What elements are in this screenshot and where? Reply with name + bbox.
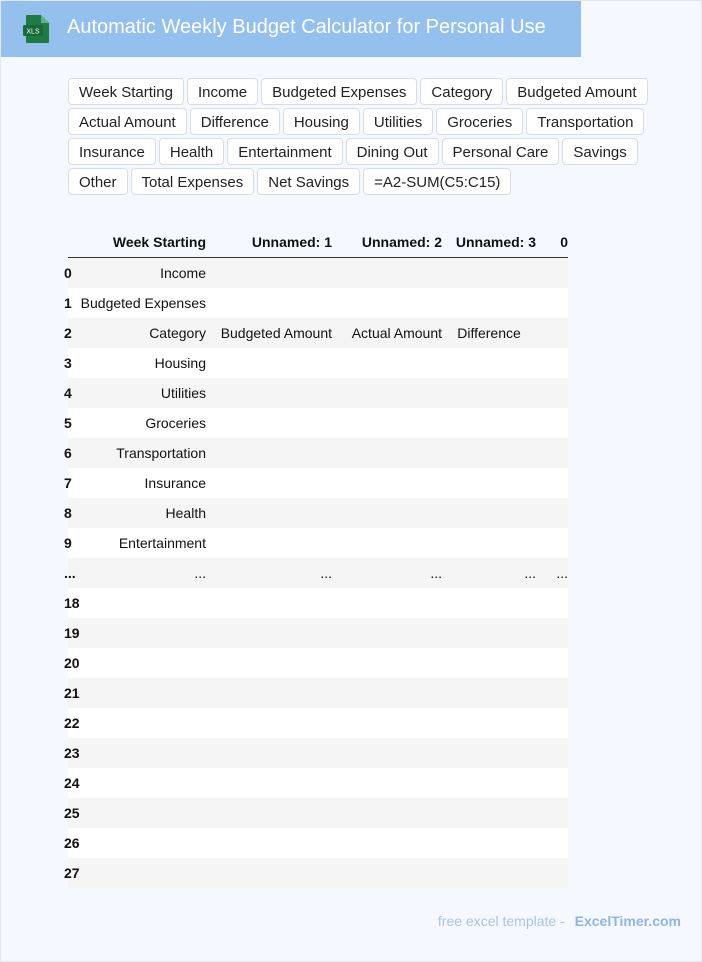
table-cell xyxy=(76,678,212,708)
row-index: 8 xyxy=(64,505,72,521)
table-cell: Entertainment xyxy=(76,528,212,558)
table-cell xyxy=(64,498,76,528)
table-cell xyxy=(64,558,76,588)
table-row xyxy=(68,438,568,468)
table-cell xyxy=(76,588,212,618)
table-cell xyxy=(442,798,536,828)
table-cell xyxy=(536,798,568,828)
table-cell xyxy=(212,408,338,438)
tag-chip[interactable]: Actual Amount xyxy=(68,108,187,135)
table-cell xyxy=(338,258,442,289)
table-cell xyxy=(536,318,568,348)
table-cell: Category xyxy=(76,318,212,348)
table-cell xyxy=(64,288,76,318)
table-cell xyxy=(212,678,338,708)
table-cell xyxy=(442,348,536,378)
table-cell xyxy=(76,618,212,648)
column-header xyxy=(68,226,76,258)
table-cell xyxy=(64,678,80,708)
row-index: 27 xyxy=(64,865,80,881)
table-cell xyxy=(76,768,212,798)
table-cell xyxy=(64,648,80,678)
table-row xyxy=(68,468,568,498)
table-cell xyxy=(338,738,442,768)
tag-chip[interactable]: Budgeted Amount xyxy=(506,78,647,105)
table-cell xyxy=(338,858,442,888)
table-cell: Actual Amount xyxy=(338,318,442,348)
table-cell xyxy=(76,648,212,678)
table-row xyxy=(68,678,568,708)
table-row xyxy=(68,558,568,588)
table-cell xyxy=(64,378,76,408)
table-row xyxy=(68,618,568,648)
table-row xyxy=(68,708,568,738)
table-cell xyxy=(442,858,536,888)
table-cell xyxy=(212,258,338,289)
table-cell xyxy=(442,588,536,618)
table-cell xyxy=(536,648,568,678)
table-cell xyxy=(536,858,568,888)
table-row xyxy=(68,648,568,678)
tag-chip[interactable]: Housing xyxy=(283,108,360,135)
table-cell xyxy=(64,618,80,648)
table-cell xyxy=(536,708,568,738)
tag-chip[interactable]: Utilities xyxy=(363,108,433,135)
column-header: Unnamed: 3 xyxy=(442,226,536,258)
table-cell xyxy=(442,438,536,468)
row-index: 18 xyxy=(64,595,80,611)
table-cell xyxy=(536,768,568,798)
table-cell xyxy=(212,288,338,318)
table-cell: Housing xyxy=(76,348,212,378)
table-cell: Difference xyxy=(442,318,536,348)
column-header: Unnamed: 2 xyxy=(338,226,442,258)
table-cell xyxy=(338,588,442,618)
row-index: 22 xyxy=(64,715,80,731)
table-cell xyxy=(212,498,338,528)
row-index: 21 xyxy=(64,685,80,701)
table-cell xyxy=(536,408,568,438)
table-cell xyxy=(338,348,442,378)
table-cell xyxy=(338,498,442,528)
tag-chip[interactable]: =A2-SUM(C5:C15) xyxy=(363,168,511,195)
tag-chip[interactable]: Category xyxy=(420,78,503,105)
table-row xyxy=(68,348,568,378)
table-cell xyxy=(64,438,76,468)
row-index: ... xyxy=(64,565,76,581)
tag-chip[interactable]: Groceries xyxy=(436,108,523,135)
table-cell xyxy=(212,588,338,618)
footer xyxy=(438,913,681,929)
table-body xyxy=(64,258,568,889)
table-cell xyxy=(338,648,442,678)
table-cell xyxy=(64,258,76,289)
table-cell xyxy=(536,498,568,528)
table-cell xyxy=(212,828,338,858)
row-index: 2 xyxy=(64,325,72,341)
table-cell xyxy=(64,468,76,498)
table-cell: ... xyxy=(212,558,338,588)
table-cell xyxy=(536,258,568,289)
tag-chip[interactable]: Budgeted Expenses xyxy=(261,78,417,105)
table-cell xyxy=(442,258,536,289)
table-cell xyxy=(338,708,442,738)
row-index: 20 xyxy=(64,655,80,671)
table-cell xyxy=(536,618,568,648)
tag-chip[interactable]: Other xyxy=(68,168,128,195)
table-row xyxy=(68,828,568,858)
table-cell: ... xyxy=(536,558,568,588)
table-cell xyxy=(442,648,536,678)
table-cell xyxy=(338,528,442,558)
table-cell xyxy=(212,768,338,798)
table-cell xyxy=(442,288,536,318)
column-header: Unnamed: 1 xyxy=(212,226,338,258)
table-cell xyxy=(442,828,536,858)
row-index: 19 xyxy=(64,625,80,641)
footer-text: free excel template - xyxy=(437,913,565,929)
table-cell xyxy=(212,468,338,498)
table-cell xyxy=(442,618,536,648)
row-index: 23 xyxy=(64,745,80,761)
table-cell xyxy=(212,378,338,408)
row-index: 7 xyxy=(64,475,72,491)
table-cell xyxy=(338,468,442,498)
table-row xyxy=(68,258,568,289)
row-index: 6 xyxy=(64,445,72,461)
tag-chip[interactable]: Week Starting xyxy=(68,78,184,105)
row-index: 5 xyxy=(64,415,72,431)
row-index: 9 xyxy=(64,535,72,551)
table-cell: ... xyxy=(76,558,212,588)
table-cell xyxy=(536,678,568,708)
table-cell xyxy=(64,768,80,798)
row-index: 25 xyxy=(64,805,80,821)
logo-label: XLS xyxy=(26,28,40,36)
table-cell xyxy=(338,618,442,648)
table-cell xyxy=(338,408,442,438)
table-cell xyxy=(338,288,442,318)
table-cell: Health xyxy=(76,498,212,528)
table-cell xyxy=(442,768,536,798)
table-cell: ... xyxy=(338,558,442,588)
table-row xyxy=(68,858,568,888)
table-cell xyxy=(338,768,442,798)
keyword-tags xyxy=(68,78,698,195)
tag-chip[interactable]: Savings xyxy=(562,138,637,165)
table-row xyxy=(68,798,568,828)
tag-chip[interactable]: Health xyxy=(159,138,224,165)
table-cell xyxy=(76,738,212,768)
table-cell xyxy=(76,708,212,738)
table-cell xyxy=(536,828,568,858)
table-cell xyxy=(338,828,442,858)
table-row xyxy=(68,318,568,348)
table-cell: Budgeted Amount xyxy=(212,318,338,348)
table-cell xyxy=(64,738,80,768)
table-header-row xyxy=(68,226,568,258)
page-title: Automatic Weekly Budget Calculator for Personal Use xyxy=(67,16,546,38)
table-cell xyxy=(212,618,338,648)
table-cell xyxy=(442,468,536,498)
table-cell xyxy=(64,318,76,348)
table-row xyxy=(68,738,568,768)
excel-file-icon xyxy=(23,14,51,44)
table-cell xyxy=(212,708,338,738)
table-row xyxy=(68,498,568,528)
row-index: 1 xyxy=(64,295,72,311)
table-row xyxy=(68,408,568,438)
table-cell xyxy=(64,528,76,558)
table-cell xyxy=(338,378,442,408)
table-cell xyxy=(338,678,442,708)
table-cell: Budgeted Expenses xyxy=(76,288,212,318)
table-cell xyxy=(536,438,568,468)
table-cell xyxy=(64,408,76,438)
table-cell xyxy=(536,738,568,768)
row-index: 3 xyxy=(64,355,72,371)
table-cell xyxy=(212,738,338,768)
table-cell xyxy=(536,528,568,558)
table-cell: Transportation xyxy=(76,438,212,468)
table-cell xyxy=(442,528,536,558)
table-cell: ... xyxy=(442,558,536,588)
table-cell xyxy=(338,798,442,828)
table-cell xyxy=(536,288,568,318)
table-cell: Income xyxy=(76,258,212,289)
tag-chip[interactable]: Income xyxy=(187,78,258,105)
row-index: 24 xyxy=(64,775,80,791)
table-cell xyxy=(64,858,80,888)
table-cell xyxy=(536,468,568,498)
column-header: Week Starting xyxy=(76,226,212,258)
table-cell xyxy=(212,648,338,678)
footer-brand-link[interactable]: ExcelTimer.com xyxy=(574,913,681,929)
table-row xyxy=(68,588,568,618)
tag-chip[interactable]: Difference xyxy=(190,108,280,135)
table-cell xyxy=(442,498,536,528)
table-cell xyxy=(212,528,338,558)
table-cell xyxy=(536,378,568,408)
table-row xyxy=(68,768,568,798)
row-index: 4 xyxy=(64,385,72,401)
table-cell xyxy=(212,798,338,828)
table-cell xyxy=(212,348,338,378)
row-index: 26 xyxy=(64,835,80,851)
table-cell xyxy=(76,858,212,888)
table-cell xyxy=(338,438,442,468)
table-cell xyxy=(536,588,568,618)
tag-chip[interactable]: Net Savings xyxy=(257,168,360,195)
column-header: 0 xyxy=(536,226,568,258)
table-cell xyxy=(64,798,80,828)
table-cell xyxy=(64,588,80,618)
table-row xyxy=(68,528,568,558)
table-cell xyxy=(76,798,212,828)
table-cell: Groceries xyxy=(76,408,212,438)
table-cell xyxy=(64,708,80,738)
table-cell xyxy=(212,438,338,468)
tag-chip[interactable]: Entertainment xyxy=(227,138,342,165)
table-cell xyxy=(442,738,536,768)
table-cell xyxy=(212,858,338,888)
table-cell xyxy=(76,828,212,858)
table-cell xyxy=(442,708,536,738)
table-cell xyxy=(442,408,536,438)
table-cell xyxy=(442,378,536,408)
tag-chip[interactable]: Total Expenses xyxy=(131,168,255,195)
tag-chip[interactable]: Insurance xyxy=(68,138,156,165)
table-cell xyxy=(64,348,76,378)
table-cell: Insurance xyxy=(76,468,212,498)
tag-chip[interactable]: Transportation xyxy=(526,108,644,135)
tag-chip[interactable]: Personal Care xyxy=(442,138,560,165)
table-cell xyxy=(442,678,536,708)
table-row xyxy=(68,288,568,318)
data-table xyxy=(64,226,568,888)
tag-chip[interactable]: Dining Out xyxy=(346,138,439,165)
table-cell: Utilities xyxy=(76,378,212,408)
row-index: 0 xyxy=(64,265,72,281)
table-cell xyxy=(64,828,80,858)
table-row xyxy=(68,378,568,408)
table-cell xyxy=(536,348,568,378)
page-header xyxy=(1,1,581,57)
